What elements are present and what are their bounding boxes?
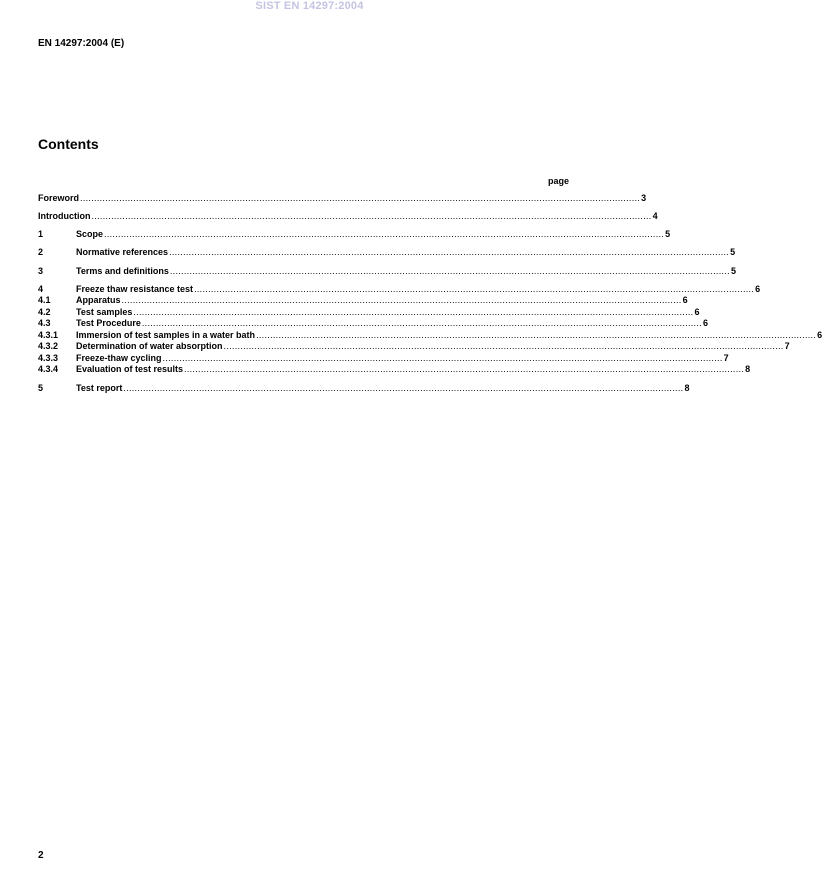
toc-entry-page: 8 (684, 383, 690, 393)
toc-entry[interactable] (38, 341, 790, 352)
toc-entry-page: 7 (784, 341, 790, 351)
toc-entry[interactable] (38, 353, 729, 364)
toc-entry-page: 4 (652, 211, 658, 221)
toc-entry[interactable] (38, 266, 736, 277)
toc-entry-label: Terms and definitions (76, 266, 169, 276)
toc-entry[interactable] (38, 330, 822, 341)
watermark: SIST EN 14297:2004 (255, 0, 364, 12)
document-id: EN 14297:2004 (E) (38, 38, 125, 49)
toc-entry-number: 4.2 (38, 307, 51, 317)
toc-entry[interactable] (38, 193, 647, 204)
toc-entry-label: Freeze-thaw cycling (76, 353, 162, 363)
page-title: Contents (38, 136, 99, 152)
toc-entry-page: 6 (755, 284, 761, 294)
toc-entry-number: 4.3 (38, 318, 51, 328)
toc-dot-leader: ........................................................................................................................................................................................................ (169, 266, 730, 276)
toc-entry-label: Immersion of test samples in a water bath (76, 330, 256, 340)
toc-dot-leader: ........................................................................................................................................................................................................ (91, 211, 652, 221)
toc-entry-label: Evaluation of test results (76, 364, 184, 374)
toc-dot-leader: ........................................................................................................................................................................................................ (162, 353, 723, 363)
toc-dot-leader: ........................................................................................................................................................................................................ (141, 318, 702, 328)
toc-entry-page: 8 (745, 364, 751, 374)
toc-entry[interactable] (38, 295, 688, 306)
toc-entry-page: 5 (665, 229, 671, 239)
toc-entry-page: 6 (817, 330, 822, 340)
toc-dot-leader: ........................................................................................................................................................................................................ (223, 341, 784, 351)
toc-entry-page: 6 (694, 307, 700, 317)
toc-entry-number: 4.3.1 (38, 330, 59, 340)
toc-entry[interactable] (38, 247, 736, 258)
toc-entry-page: 5 (730, 247, 736, 257)
toc-entry[interactable] (38, 307, 700, 318)
toc-entry-number: 1 (38, 229, 44, 239)
toc-entry[interactable] (38, 383, 690, 394)
toc-entry[interactable] (38, 229, 671, 240)
toc-dot-leader: ........................................................................................................................................................................................................ (104, 229, 665, 239)
toc-dot-leader: ........................................................................................................................................................................................................ (121, 295, 682, 305)
toc-entry-page: 3 (641, 193, 647, 203)
toc-entry-label: Test samples (76, 307, 133, 317)
page-number: 2 (38, 850, 44, 861)
toc-entry-number: 2 (38, 247, 44, 257)
toc-entry-number: 5 (38, 383, 44, 393)
toc-entry-number: 4.3.4 (38, 364, 59, 374)
toc-entry-number: 4.1 (38, 295, 51, 305)
toc-entry-label: Freeze thaw resistance test (76, 284, 194, 294)
page-column-header: page (547, 176, 569, 186)
toc-entry-label: Test Procedure (76, 318, 141, 328)
toc-entry-number: 4 (38, 284, 44, 294)
toc-entry-label: Apparatus (76, 295, 121, 305)
toc-dot-leader: ........................................................................................................................................................................................................ (194, 284, 755, 294)
toc-entry[interactable] (38, 211, 658, 222)
toc-entry-label: Introduction (38, 211, 91, 221)
toc-entry-page: 5 (730, 266, 736, 276)
toc-entry-page: 6 (702, 318, 708, 328)
toc-entry-label: Foreword (38, 193, 80, 203)
toc-entry-number: 4.3.2 (38, 341, 59, 351)
toc-entry-number: 4.3.3 (38, 353, 59, 363)
toc-entry[interactable] (38, 284, 761, 295)
toc-entry-label: Normative references (76, 247, 169, 257)
toc-entry-number: 3 (38, 266, 44, 276)
toc-entry-label: Test report (76, 383, 123, 393)
toc-dot-leader: ........................................................................................................................................................................................................ (133, 307, 694, 317)
toc-entry-label: Scope (76, 229, 104, 239)
toc-entry[interactable] (38, 364, 751, 375)
toc-entry-page: 7 (723, 353, 729, 363)
toc-entry-page: 6 (682, 295, 688, 305)
toc-entry-label: Determination of water absorption (76, 341, 223, 351)
toc-dot-leader: ........................................................................................................................................................................................................ (256, 330, 817, 340)
toc-dot-leader: ........................................................................................................................................................................................................ (80, 193, 641, 203)
toc-dot-leader: ........................................................................................................................................................................................................ (184, 364, 745, 374)
toc-dot-leader: ........................................................................................................................................................................................................ (169, 247, 730, 257)
toc-entry[interactable] (38, 318, 708, 329)
toc-dot-leader: ........................................................................................................................................................................................................ (123, 383, 684, 393)
